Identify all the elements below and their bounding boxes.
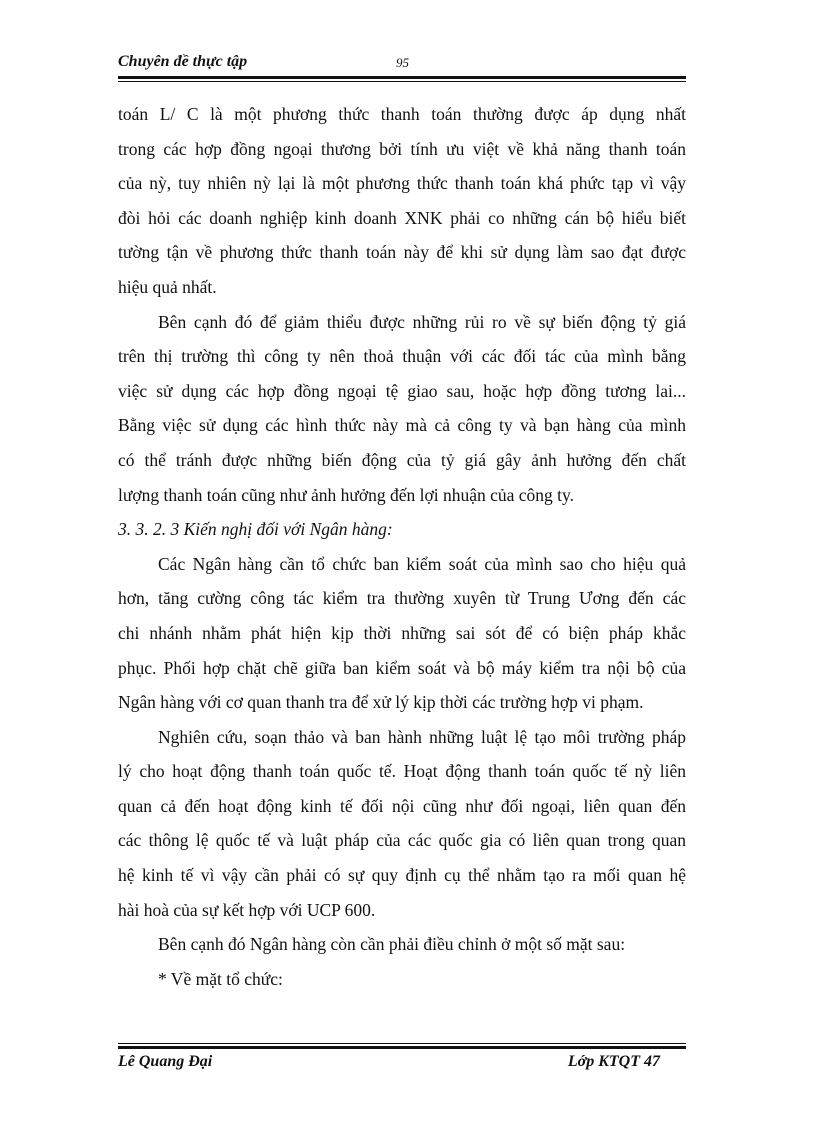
- body-line: Nghiên cứu, soạn thảo và ban hành những luật lệ tạo môi trường pháp: [158, 726, 686, 747]
- body-line: của nỳ, tuy nhiên nỳ lại là một phương thức thanh toán khá phức tạp vì vậy: [118, 173, 686, 194]
- header-title: Chuyên đề thực tập: [118, 53, 248, 70]
- footer-author: Lê Quang Đại: [118, 1053, 213, 1070]
- body-line: chi nhánh nhằm phát hiện kịp thời những sai sót để có biện pháp khắc: [118, 622, 686, 643]
- body-line: Các Ngân hàng cần tổ chức ban kiểm soát của mình sao cho hiệu quả: [158, 553, 686, 574]
- page-footer: [118, 1051, 686, 1075]
- body-line: phục. Phối hợp chặt chẽ giữa ban kiểm soát và bộ máy kiểm tra nội bộ của: [118, 657, 686, 678]
- footer-rule-thin: [118, 1043, 686, 1044]
- body-line: hệ kinh tế vì vậy cần phải có sự quy định cụ thể nhằm tạo ra mối quan hệ: [118, 865, 686, 886]
- footer-class: Lớp KTQT 47: [567, 1053, 660, 1070]
- body-line: Ngân hàng với cơ quan thanh tra để xử lý kịp thời các trường hợp vi phạm.: [118, 692, 644, 713]
- body-line: Bằng việc sử dụng các hình thức này mà cả công ty và bạn hàng của mình: [118, 415, 686, 436]
- body-line: có thể tránh được những biến động của tỷ giá gây ảnh hưởng đến chất: [118, 449, 686, 470]
- body-line: lý cho hoạt động thanh toán quốc tế. Hoạt động thanh toán quốc tế nỳ liên: [118, 761, 686, 782]
- body-line: quan cả đến hoạt động kinh tế đối nội cũng như đối ngoại, liên quan đến: [118, 795, 686, 816]
- body-line: trên thị trường thì công ty nên thoả thuận với các đối tác của mình bằng: [118, 346, 686, 367]
- body-line: hơn, tăng cường công tác kiểm tra thường xuyên từ Trung Ương đến các: [118, 588, 686, 609]
- body-line: hiệu quả nhất.: [118, 276, 217, 297]
- page-body: [118, 97, 686, 996]
- body-line: Bên cạnh đó để giảm thiểu được những rủi ro về sự biến động tỷ giá: [158, 311, 686, 332]
- body-line: việc sử dụng các hợp đồng ngoại tệ giao sau, hoặc hợp đồng tương lai...: [118, 380, 686, 401]
- body-line: các thông lệ quốc tế và luật pháp của các quốc gia có liên quan trong quan: [118, 830, 686, 851]
- body-line: * Về mặt tổ chức:: [158, 968, 283, 989]
- body-line: đòi hỏi các doanh nghiệp kinh doanh XNK phải co những cán bộ hiểu biết: [118, 207, 686, 228]
- body-line: trong các hợp đồng ngoại thương bởi tính ưu việt về khả năng thanh toán: [118, 138, 686, 159]
- section-heading: 3. 3. 2. 3 Kiến nghị đối với Ngân hàng:: [118, 519, 393, 540]
- page-number: 95: [396, 55, 409, 70]
- body-line: Bên cạnh đó Ngân hàng còn cần phải điều chỉnh ở một số mặt sau:: [158, 934, 626, 955]
- body-line: toán L/ C là một phương thức thanh toán thường được áp dụng nhất: [118, 104, 686, 124]
- footer-rule-thick: [118, 1046, 686, 1049]
- page-header: [118, 50, 686, 74]
- body-line: lượng thanh toán cũng như ảnh hưởng đến lợi nhuận của công ty.: [118, 484, 575, 505]
- body-line: tường tận về phương thức thanh toán này để khi sử dụng làm sao đạt được: [118, 242, 686, 263]
- header-rule-thick: [118, 76, 686, 79]
- header-rule-thin: [118, 81, 686, 82]
- body-line: hài hoà của sự kết hợp với UCP 600.: [118, 899, 376, 920]
